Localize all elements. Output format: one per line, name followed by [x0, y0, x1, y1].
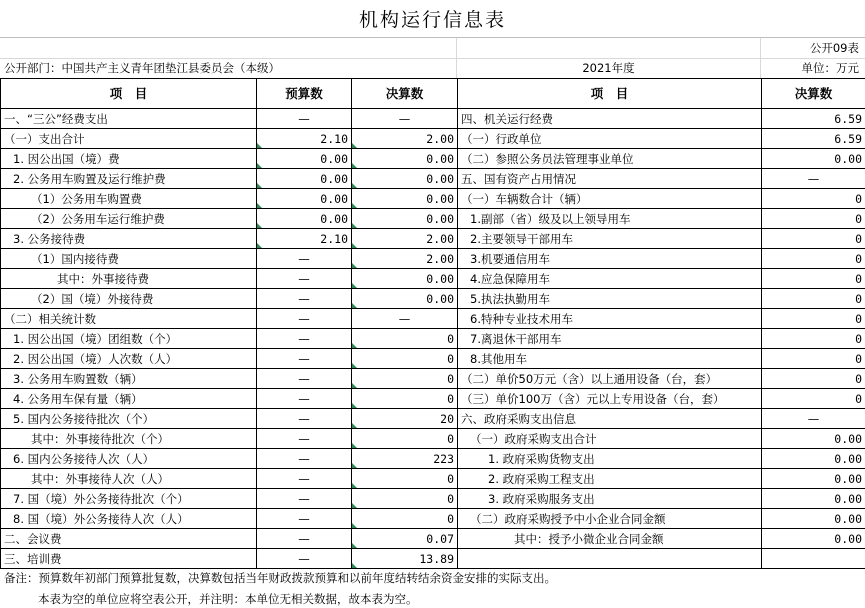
budget-value: 0.00 — [257, 149, 352, 169]
right-final-value: 0.00 — [762, 489, 865, 509]
table-row — [1, 489, 865, 509]
final-value: 2.00 — [352, 229, 458, 249]
budget-value: — — [257, 449, 352, 469]
right-item-label: 7.离退休干部用车 — [458, 329, 762, 349]
final-value: 0 — [352, 329, 458, 349]
table-row — [1, 249, 865, 269]
right-final-value: 0.00 — [762, 469, 865, 489]
right-item-label: 其中：授予小微企业合同金额 — [458, 529, 762, 549]
table-row — [1, 229, 865, 249]
right-item-label: 4.应急保障用车 — [458, 269, 762, 289]
final-value: 20 — [352, 409, 458, 429]
form-code-row — [0, 38, 865, 58]
right-final-value: 0 — [762, 209, 865, 229]
table-header-row — [1, 79, 865, 109]
final-value: 223 — [352, 449, 458, 469]
final-value: 0 — [352, 389, 458, 409]
left-item-label: 6. 国内公务接待人次（人） — [1, 449, 257, 469]
right-final-value: 0.00 — [762, 449, 865, 469]
right-final-value: 0 — [762, 349, 865, 369]
right-final-value: 0 — [762, 389, 865, 409]
final-value: 0 — [352, 509, 458, 529]
right-final-value: 0 — [762, 329, 865, 349]
final-value: 0.07 — [352, 529, 458, 549]
right-item-label: （二）参照公务员法管理事业单位 — [458, 149, 762, 169]
right-item-label: 6.特种专业技术用车 — [458, 309, 762, 329]
right-final-value: 0 — [762, 249, 865, 269]
budget-value: 0.00 — [257, 169, 352, 189]
table-row — [1, 409, 865, 429]
left-item-label: 其中：外事接待人次（人） — [1, 469, 257, 489]
budget-value: — — [257, 289, 352, 309]
budget-value: — — [257, 469, 352, 489]
budget-value: — — [257, 529, 352, 549]
left-item-label: （1）公务用车购置费 — [1, 189, 257, 209]
left-item-label: 8. 国（境）外公务接待人次（人） — [1, 509, 257, 529]
department-label: 公开部门：中国共产主义青年团垫江县委员会（本级） — [4, 61, 280, 75]
final-value: 0 — [352, 489, 458, 509]
budget-value: — — [257, 369, 352, 389]
final-value: 0.00 — [352, 149, 458, 169]
header-right-item: 项 目 — [458, 79, 762, 109]
right-item-label: （二）单价50万元（含）以上通用设备（台，套） — [458, 369, 762, 389]
left-item-label: 三、培训费 — [1, 549, 257, 569]
right-item-label: （一）行政单位 — [458, 129, 762, 149]
final-value: 13.89 — [352, 549, 458, 569]
budget-value: — — [257, 429, 352, 449]
budget-value: — — [257, 389, 352, 409]
table-row — [1, 349, 865, 369]
right-final-value — [762, 549, 865, 569]
final-value: 0.00 — [352, 289, 458, 309]
table-row — [1, 509, 865, 529]
table-row — [1, 329, 865, 349]
left-item-label: 7. 国（境）外公务接待批次（个） — [1, 489, 257, 509]
table-row — [1, 149, 865, 169]
left-item-label: 1. 因公出国（境）费 — [1, 149, 257, 169]
budget-value: — — [257, 349, 352, 369]
right-item-label: （三）单价100万（含）元以上专用设备（台，套） — [458, 389, 762, 409]
table-row — [1, 289, 865, 309]
table-row — [1, 169, 865, 189]
final-value: 0.00 — [352, 209, 458, 229]
right-final-value: 0 — [762, 369, 865, 389]
table-row — [1, 449, 865, 469]
right-final-value: 0.00 — [762, 509, 865, 529]
final-value: 0.00 — [352, 269, 458, 289]
table-row — [1, 549, 865, 569]
left-item-label: 2. 公务用车购置及运行维护费 — [1, 169, 257, 189]
right-item-label: （一）政府采购支出合计 — [458, 429, 762, 449]
left-item-label: 其中：外事接待费 — [1, 269, 257, 289]
table-row — [1, 529, 865, 549]
right-item-label: 四、机关运行经费 — [458, 109, 762, 129]
table-row — [1, 429, 865, 449]
right-item-label: 8.其他用车 — [458, 349, 762, 369]
form-code: 公开09表 — [809, 41, 859, 55]
left-item-label: （2）国（境）外接待费 — [1, 289, 257, 309]
final-value: 0 — [352, 369, 458, 389]
right-item-label: 六、政府采购支出信息 — [458, 409, 762, 429]
info-row — [0, 58, 865, 78]
left-item-label: 1. 因公出国（境）团组数（个） — [1, 329, 257, 349]
table-row — [1, 269, 865, 289]
left-item-label: （二）相关统计数 — [1, 309, 257, 329]
left-item-label: 4. 公务用车保有量（辆） — [1, 389, 257, 409]
unit-label: 单位：万元 — [801, 61, 859, 75]
final-value: 0.00 — [352, 189, 458, 209]
budget-value: — — [257, 409, 352, 429]
header-right-final: 决算数 — [762, 79, 865, 109]
budget-value: — — [257, 509, 352, 529]
right-item-label: 2. 政府采购工程支出 — [458, 469, 762, 489]
final-value: 0 — [352, 349, 458, 369]
right-item-label: 1. 政府采购货物支出 — [458, 449, 762, 469]
right-final-value: 0 — [762, 189, 865, 209]
left-item-label: 5. 国内公务接待批次（个） — [1, 409, 257, 429]
right-final-value: 0.00 — [762, 529, 865, 549]
note-line-2: 本表为空的单位应将空表公开，并注明：本单位无相关数据，故本表为空。 — [38, 592, 418, 606]
final-value: 0 — [352, 469, 458, 489]
header-final: 决算数 — [352, 79, 458, 109]
table-row — [1, 389, 865, 409]
page-title: 机构运行信息表 — [0, 0, 865, 38]
right-final-value: 6.59 — [762, 109, 865, 129]
header-budget: 预算数 — [257, 79, 352, 109]
final-value: 0 — [352, 429, 458, 449]
final-value: 0.00 — [352, 169, 458, 189]
table-row — [1, 469, 865, 489]
budget-value: 0.00 — [257, 189, 352, 209]
final-value: 2.00 — [352, 249, 458, 269]
budget-value: 0.00 — [257, 209, 352, 229]
final-value: 2.00 — [352, 129, 458, 149]
table-row — [1, 309, 865, 329]
table-row — [1, 109, 865, 129]
budget-value: — — [257, 249, 352, 269]
header-left-item: 项 目 — [1, 79, 257, 109]
right-final-value: 0 — [762, 269, 865, 289]
right-final-value: 0.00 — [762, 149, 865, 169]
note-line-1: 备注：预算数年初部门预算批复数，决算数包括当年财政拨款预算和以前年度结转结余资金安排的实际支出。 — [4, 571, 556, 585]
budget-value: — — [257, 549, 352, 569]
right-item-label: 五、国有资产占用情况 — [458, 169, 762, 189]
table-row — [1, 129, 865, 149]
right-item-label: 3.机要通信用车 — [458, 249, 762, 269]
left-item-label: 二、会议费 — [1, 529, 257, 549]
left-item-label: 一、“三公”经费支出 — [1, 109, 257, 129]
operations-table — [0, 78, 865, 569]
final-value: — — [352, 109, 458, 129]
budget-value: 2.10 — [257, 229, 352, 249]
right-item-label: 1.副部（省）级及以上领导用车 — [458, 209, 762, 229]
right-final-value: 0 — [762, 309, 865, 329]
left-item-label: （一）支出合计 — [1, 129, 257, 149]
right-item-label: 3. 政府采购服务支出 — [458, 489, 762, 509]
budget-value: — — [257, 489, 352, 509]
right-item-label: 2.主要领导干部用车 — [458, 229, 762, 249]
table-row — [1, 209, 865, 229]
fiscal-year: 2021年度 — [582, 61, 635, 75]
right-final-value: 0.00 — [762, 429, 865, 449]
left-item-label: 3. 公务接待费 — [1, 229, 257, 249]
right-final-value: — — [762, 169, 865, 189]
budget-value: — — [257, 269, 352, 289]
right-final-value: — — [762, 409, 865, 429]
budget-value: — — [257, 109, 352, 129]
right-final-value: 6.59 — [762, 129, 865, 149]
right-item-label: （一）车辆数合计（辆） — [458, 189, 762, 209]
left-item-label: 3. 公务用车购置数（辆） — [1, 369, 257, 389]
budget-value: — — [257, 309, 352, 329]
left-item-label: 其中：外事接待批次（个） — [1, 429, 257, 449]
right-final-value: 0 — [762, 289, 865, 309]
budget-value: 2.10 — [257, 129, 352, 149]
table-row — [1, 369, 865, 389]
table-row — [1, 189, 865, 209]
right-item-label: （二）政府采购授予中小企业合同金额 — [458, 509, 762, 529]
right-item-label: 5.执法执勤用车 — [458, 289, 762, 309]
right-item-label — [458, 549, 762, 569]
left-item-label: （2）公务用车运行维护费 — [1, 209, 257, 229]
right-final-value: 0 — [762, 229, 865, 249]
budget-value: — — [257, 329, 352, 349]
left-item-label: （1）国内接待费 — [1, 249, 257, 269]
left-item-label: 2. 因公出国（境）人次数（人） — [1, 349, 257, 369]
final-value: — — [352, 309, 458, 329]
